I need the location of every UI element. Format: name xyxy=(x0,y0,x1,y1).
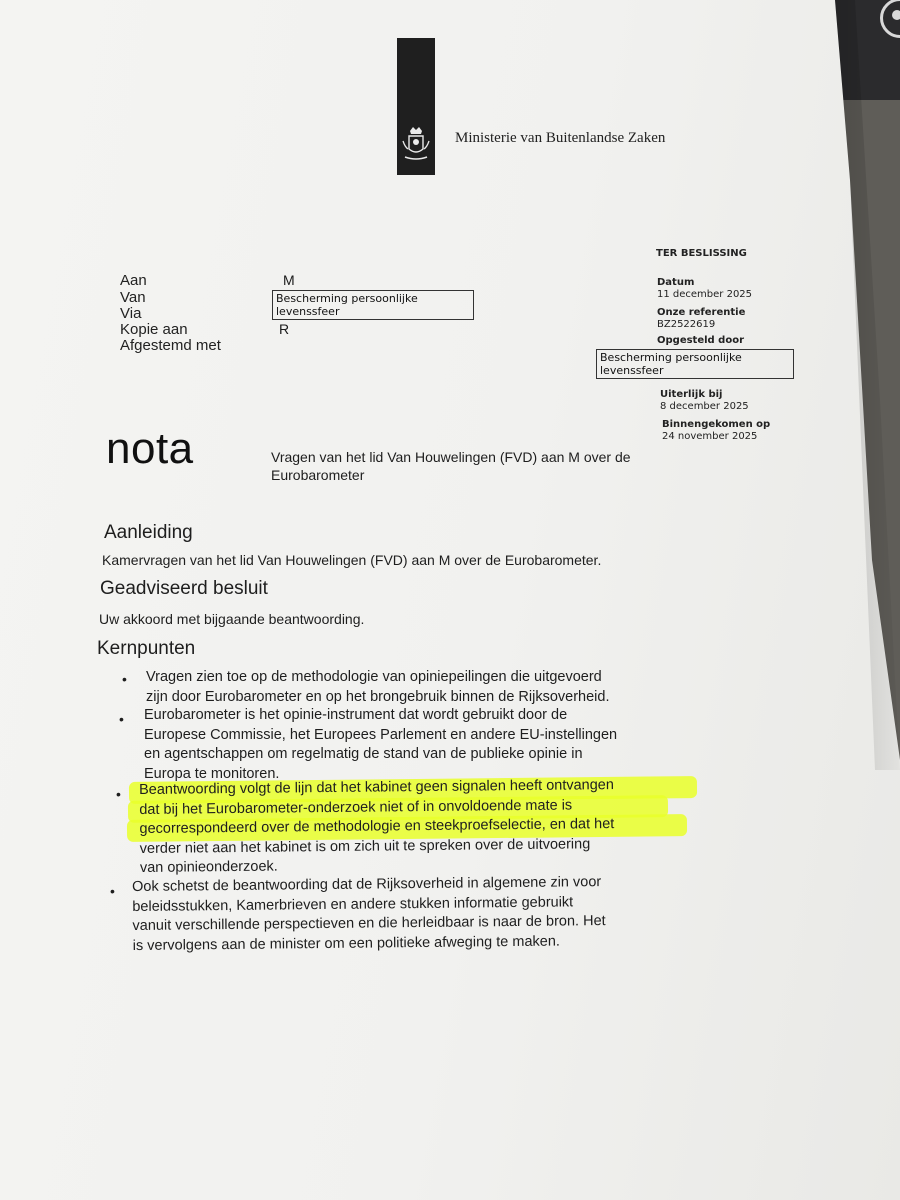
besluit-heading: Geadviseerd besluit xyxy=(100,578,268,599)
field-value-kopie: R xyxy=(279,321,290,337)
document-subject: Vragen van het lid Van Houwelingen (FVD) aan M over de Eurobarometer xyxy=(271,449,631,483)
kernpunten-heading: Kernpunten xyxy=(97,638,196,659)
kernpunt-item-2: Eurobarometer is het opinie-instrument dat wordt gebruikt door de Europese Commissie, het Europees Parlement en andere EU-instellingen en agentschappen om regelmatig de stand van de publieke opinie in Europa te monitoren. xyxy=(144,707,618,782)
datum-label: Datum xyxy=(657,277,695,288)
royal-coat-of-arms-icon xyxy=(399,125,433,165)
opgesteld-redaction-box xyxy=(596,349,794,379)
aanleiding-text: Kamervragen van het lid Van Houwelingen (FVD) aan M over de Eurobarometer. xyxy=(102,552,602,568)
redaction-label: Bescherming persoonlijke levenssfeer xyxy=(276,292,418,318)
datum-value: 11 december 2025 xyxy=(657,289,753,300)
uiterlijk-label: Uiterlijk bij xyxy=(660,389,723,400)
bullet-glyph: • xyxy=(122,671,127,687)
redaction-box xyxy=(272,290,474,320)
field-label-van: Van xyxy=(120,289,146,306)
field-value-aan: M xyxy=(283,272,295,288)
field-label-aan: Aan xyxy=(120,272,147,289)
aanleiding-heading: Aanleiding xyxy=(104,522,193,543)
field-label-via: Via xyxy=(120,305,142,322)
kernpunt-item-1: Vragen zien toe op de methodologie van opiniepeilingen die uitgevoerd zijn door Eurobarometer en op het brongebruik binnen de Rijksoverheid. xyxy=(146,669,610,705)
status-label: TER BESLISSING xyxy=(656,248,747,259)
bullet-glyph: • xyxy=(116,786,121,802)
field-label-afgestemd: Afgestemd met xyxy=(120,337,221,354)
binnengekomen-label: Binnengekomen op xyxy=(662,419,771,430)
ministry-name: Ministerie van Buitenlandse Zaken xyxy=(455,130,666,146)
bullet-glyph: • xyxy=(119,711,124,727)
field-label-kopie: Kopie aan xyxy=(120,321,188,338)
kernpunt-item-4: Ook schetst de beantwoording dat de Rijksoverheid in algemene zin voor beleidsstukken, Kamerbrieven en andere stukken informatie gebruikt vanuit verschillende perspectieven en die herleidbaar is naar de bron. Het is vervolgens aan de minister om een politieke afweging te maken. xyxy=(132,874,606,954)
referentie-value: BZ2522619 xyxy=(657,319,716,330)
document-title: nota xyxy=(106,424,194,473)
uiterlijk-value: 8 december 2025 xyxy=(660,401,749,412)
opgesteld-redaction-label: Bescherming persoonlijke levenssfeer xyxy=(600,351,742,377)
referentie-label: Onze referentie xyxy=(657,307,746,318)
besluit-text: Uw akkoord met bijgaande beantwoording. xyxy=(99,611,365,627)
bullet-glyph: • xyxy=(110,883,115,899)
device-logo-icon xyxy=(880,0,900,38)
binnengekomen-value: 24 november 2025 xyxy=(662,431,758,442)
kernpunt-item-3: Beantwoording volgt de lijn dat het kabinet geen signalen heeft ontvangen dat bij het Eurobarometer-onderzoek niet of in onvoldoende mate is gecorrespondeerd over de methodologie en steekproefselectie, en dat het verder niet aan het kabinet is om zich uit te spreken over de uitvoering van opinieonderzoek. xyxy=(139,777,615,876)
opgesteld-label: Opgesteld door xyxy=(657,335,745,346)
